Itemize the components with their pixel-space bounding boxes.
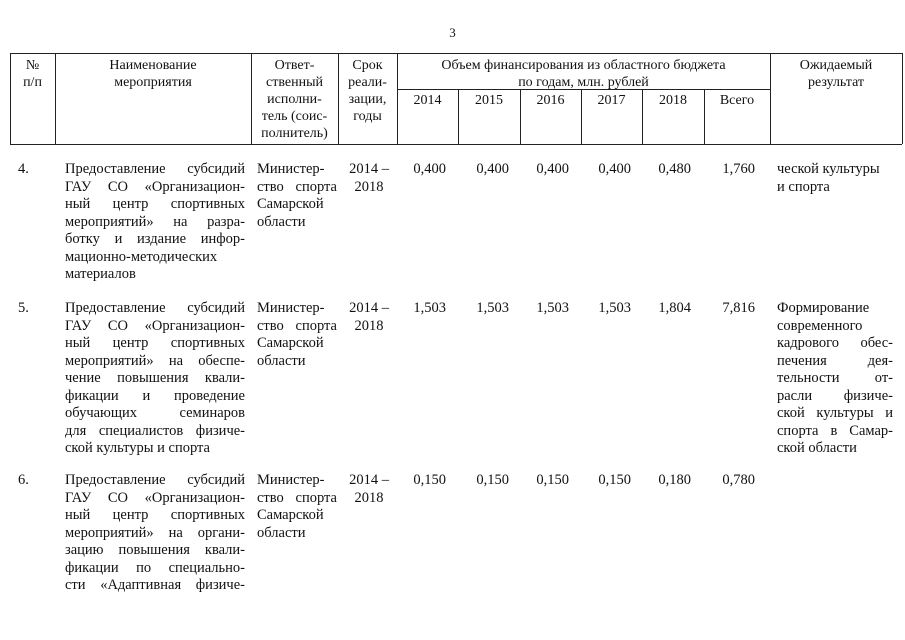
header-year-2017: 2017 [597, 93, 626, 108]
event-name-line: мационно-методических [65, 248, 218, 265]
row-number: 5. [18, 300, 29, 316]
responsible-line: области [257, 213, 306, 230]
value-total: 1,760 [722, 161, 755, 177]
term [340, 161, 398, 196]
result-line: Формирование [777, 300, 870, 316]
header-col-term: Срок реали- зации, годы [348, 58, 387, 124]
event-name-line: Предоставление субсидий [65, 472, 245, 488]
term [340, 300, 398, 335]
value-2018: 0,180 [658, 472, 691, 488]
row-number: 6. [18, 472, 29, 488]
value-2018: 1,804 [658, 300, 691, 316]
event-name-line: мероприятий» на органи- [65, 524, 245, 541]
value-2016: 0,150 [536, 472, 569, 488]
value-2015: 0,400 [476, 161, 509, 177]
event-name-line: мероприятий» на разра- [65, 213, 245, 230]
value-2018: 0,480 [658, 161, 691, 177]
page-number: 3 [449, 25, 456, 40]
result-line: печения дея- [777, 352, 893, 369]
responsible-line: Самарской [257, 196, 324, 212]
expected-result [777, 161, 895, 196]
value-total: 0,780 [722, 472, 755, 488]
responsible-line: Министер- [257, 472, 325, 488]
event-name-line: ный центр спортивных [65, 507, 245, 523]
event-name-line: фикации и проведение [65, 387, 245, 404]
event-name-line: ный центр спортивных [65, 196, 245, 212]
value-2014: 1,503 [413, 300, 446, 316]
event-name-line: Предоставление субсидий [65, 300, 245, 316]
header-year-2016: 2016 [536, 93, 565, 108]
term-line: 2018 [354, 178, 384, 195]
event-name-line: чение повышения квали- [65, 370, 245, 386]
responsible-line: ство спорта [257, 489, 337, 506]
event-name-line: фикации по специально- [65, 559, 245, 576]
responsible-line: ство спорта [257, 178, 337, 195]
value-total: 7,816 [722, 300, 755, 316]
result-line: ческой культуры [777, 161, 880, 177]
event-name-line: ный центр спортивных [65, 335, 245, 351]
header-top-border [10, 53, 902, 54]
header-total: Всего [719, 93, 755, 108]
event-name-line: обучающих семинаров [65, 405, 245, 421]
event-name-line: ской культуры и спорта [65, 440, 210, 456]
value-2017: 0,400 [598, 161, 631, 177]
result-line: кадрового обес- [777, 335, 893, 351]
result-line: ской культуры и [777, 405, 893, 421]
event-name-line: ГАУ СО «Организацион- [65, 489, 245, 506]
responsible-line: Министер- [257, 161, 325, 177]
result-line: тельности от- [777, 370, 893, 386]
value-2017: 1,503 [598, 300, 631, 316]
header-bottom-border [10, 144, 902, 145]
term-line: 2018 [354, 317, 384, 334]
event-name-line: материалов [65, 266, 136, 282]
responsible-line: ство спорта [257, 317, 337, 334]
table-header [0, 0, 905, 150]
event-name [65, 300, 245, 458]
event-name-line: мероприятий» на обеспе- [65, 352, 245, 369]
event-name-line: Предоставление субсидий [65, 161, 245, 177]
header-year-2018: 2018 [659, 93, 687, 108]
responsible-line: Министер- [257, 300, 325, 316]
event-name [65, 472, 245, 595]
result-line: спорта в Самар- [777, 422, 893, 439]
value-2016: 0,400 [536, 161, 569, 177]
event-name [65, 161, 245, 284]
event-name-line: для специалистов физиче- [65, 422, 245, 439]
term-line: 2014 – [349, 472, 389, 488]
value-2014: 0,400 [413, 161, 446, 177]
responsible [257, 300, 337, 370]
event-name-line: ботку и издание инфор- [65, 231, 245, 247]
result-line: расли физиче- [777, 387, 893, 404]
header-col-num: № п/п [23, 58, 42, 90]
result-line: и спорта [777, 178, 830, 195]
header-col-financing: Объем финансирования из областного бюджета по годам, млн. рублей [441, 58, 726, 90]
header-year-2015: 2015 [475, 93, 503, 108]
result-line: ской области [777, 440, 857, 456]
responsible-line: Самарской [257, 507, 324, 523]
term-line: 2014 – [349, 161, 389, 177]
event-name-line: ГАУ СО «Организацион- [65, 317, 245, 334]
header-year-2014: 2014 [413, 93, 442, 108]
term [340, 472, 398, 507]
header-border-right [902, 53, 903, 144]
value-2016: 1,503 [536, 300, 569, 316]
row-number: 4. [18, 161, 29, 177]
responsible [257, 161, 337, 231]
term-line: 2018 [354, 489, 384, 506]
responsible-line: области [257, 524, 306, 541]
term-line: 2014 – [349, 300, 389, 316]
header-col-responsible: Ответ- ственный исполни- тель (соис- полнитель) [261, 58, 328, 141]
responsible [257, 472, 337, 542]
header-col-name: Наименование мероприятия [109, 58, 197, 90]
responsible-line: области [257, 352, 306, 369]
result-line: современного [777, 317, 863, 334]
header-col-result: Ожидаемый результат [799, 58, 873, 90]
event-name-line: сти «Адаптивная физиче- [65, 577, 245, 593]
value-2014: 0,150 [413, 472, 446, 488]
event-name-line: ГАУ СО «Организацион- [65, 178, 245, 195]
responsible-line: Самарской [257, 335, 324, 351]
value-2015: 1,503 [476, 300, 509, 316]
value-2015: 0,150 [476, 472, 509, 488]
event-name-line: зацию повышения квали- [65, 542, 245, 558]
value-2017: 0,150 [598, 472, 631, 488]
expected-result [777, 300, 893, 458]
